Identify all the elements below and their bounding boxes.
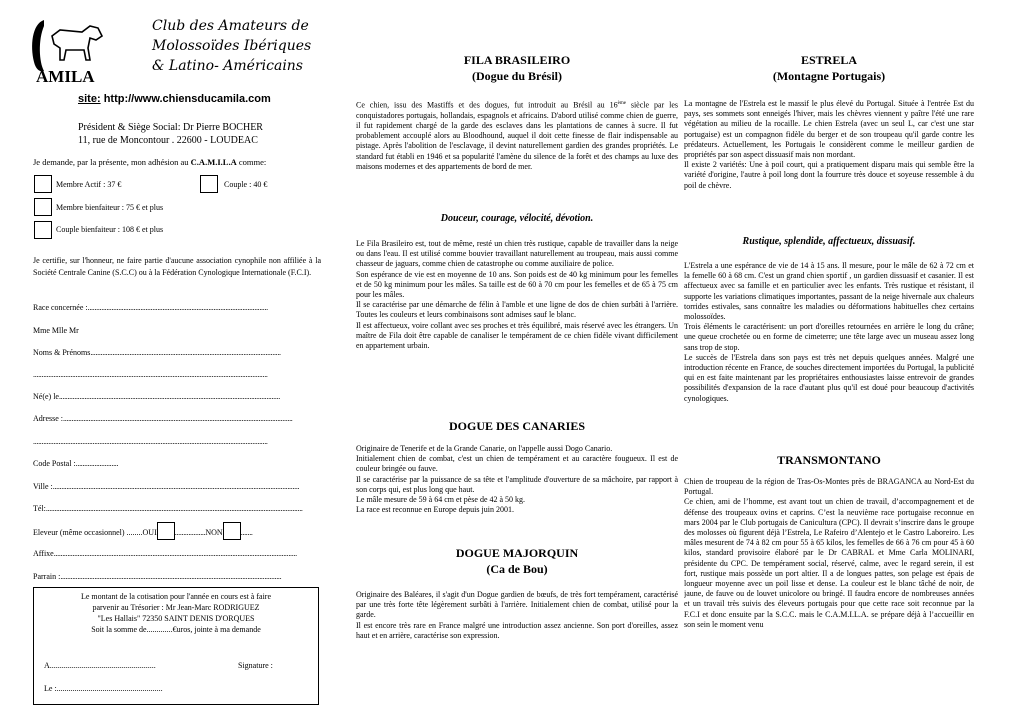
- breeder-non-checkbox[interactable]: [223, 522, 241, 540]
- canaries-paragraph-1: Originaire de Tenerife et de la Grande Canarie, on l'appelle aussi Dogo Canario.: [356, 444, 613, 453]
- majorquin-title: DOGUE MAJORQUIN: [455, 546, 579, 560]
- canaries-title: DOGUE DES CANARIES: [448, 419, 586, 433]
- estrela-paragraph-2: Il existe 2 variétés: Une à poil court, qui a pratiquement disparu mais qui semble être la variété d'origine, l'autre à poil long dont la fourrure très douce et soyeuse ressemble à du poil de chèvre.: [684, 160, 974, 190]
- couple-bienfaiteur-label: Couple bienfaiteur : 108 € et plus: [56, 225, 164, 234]
- svg-text:AMILA: AMILA: [36, 67, 95, 86]
- dog-logo-icon: [30, 16, 110, 86]
- transmontano-paragraph-1: Chien de troupeau de la région de Tras-Os-Montes près de BRAGANCA au Nord-Est du Portugal.: [684, 477, 974, 497]
- couple-label: Couple : 40 €: [224, 180, 268, 189]
- estrela-motto: Rustique, splendide, affectueux, dissuasif.: [742, 236, 916, 247]
- president-info: [78, 121, 263, 147]
- postal-code-field[interactable]: Code Postal :.........................: [33, 459, 119, 468]
- affixe-field[interactable]: Affixe...............................................................................................................................................: [33, 549, 297, 558]
- parrain-label: Parrain :: [33, 572, 61, 581]
- fila-p1-sup: ème: [617, 101, 626, 106]
- transmontano-title: TRANSMONTANO: [777, 453, 881, 467]
- fila-subtitle: (Dogue du Brésil): [472, 69, 562, 83]
- date-field[interactable]: Le :.....................................................: [44, 684, 163, 693]
- fila-paragraph-2: Le Fila Brasileiro est, tout de même, resté un chien très rustique, capable de travailler dans la neige ou dans l'eau. Il est utilisé comme bouvier travaillant naturellement au troupeau, mais aussi comme chasseur de jaguars, comme chien de catastrophe ou comme auxiliaire de police.: [356, 239, 678, 269]
- membership-request: [33, 157, 266, 167]
- cotis-line-3: "Les Hallais" 72350 SAINT DENIS D'ORQUES: [97, 614, 255, 623]
- transmontano-body: [684, 477, 974, 630]
- demande-suffix: comme:: [238, 157, 267, 167]
- estrela-title: ESTRELA: [800, 53, 858, 67]
- fila-section: [356, 52, 678, 84]
- city-field[interactable]: Ville :.................................................................................................................................................: [33, 482, 300, 491]
- eleveur-label: Eleveur (même occasionnel) ........OUI: [33, 528, 157, 537]
- fila-title: FILA BRASILEIRO: [463, 53, 571, 67]
- cotis-line-1: Le montant de la cotisation pour l'année en cours est à faire: [80, 592, 272, 601]
- fila-paragraph-4: Il se caractérise par une démarche de félin à l'amble et une ligne de dos de chien surbâti à l'arrière. Toutes les couleurs et leurs combinaisons sont admises sauf le blanc.: [356, 300, 678, 320]
- parrain-field[interactable]: Parrain :..................................................................................................................................: [33, 572, 282, 581]
- estrela-subtitle: (Montagne Portugais): [772, 69, 886, 83]
- couple-bienfaiteur-checkbox[interactable]: [34, 221, 52, 239]
- club-logo: [30, 16, 110, 86]
- cotisation-text: [34, 588, 318, 635]
- majorquin-paragraph-1: Originaire des Baléares, il s'agit d'un Dogue gardien de bœufs, de très fort tempérament, caractérisé par une très forte tête légèrement surbâti à l'arrière. Initialement chien de combat, utilisé pour la garde.: [356, 590, 678, 620]
- estrela-section: [684, 52, 974, 84]
- fila-paragraph-3: Son espérance de vie est en moyenne de 10 ans. Son poids est de 40 kg minimum pour les femelles et de 50 kg minimum pour les mâles. Sa taille est de 60 à 70 cm pour les femelles et de 65 à 75 cm pour les mâles.: [356, 269, 678, 300]
- affixe-label: Affixe: [33, 549, 54, 558]
- cotis-line-2: parvenir au Trésorier : Mr Jean-Marc RODRIGUEZ: [92, 603, 260, 612]
- estrela-paragraph-5: Le succès de l'Estrela dans son pays est très net depuis quelques années. Malgré une introduction récente en France, de souches directement importées du Portugal, la publicité qui en est faite maintenant par les propriétaires enthousiastes laisse entrevoir de grandes possibilités d'expansion de la race d'autant plus qu'il est doué pour beaucoup d'activités cynologiques.: [684, 352, 974, 403]
- address-line: 11, rue de Moncontour . 22600 - LOUDEAC: [78, 135, 258, 146]
- canaries-paragraph-2: Initialement chien de combat, c'est un chien de tempérament et au caractère fougueux. Il est de couleur bringée ou fauve.: [356, 454, 678, 474]
- president-line: Président & Siège Social: Dr Pierre BOCHER: [78, 122, 263, 133]
- fila-p1a: Ce chien, issu des Mastiffs et des dogues, fut introduit au Brésil au 16: [356, 100, 618, 110]
- race-field[interactable]: Race concernée :..........................................................................................................: [33, 303, 268, 312]
- majorquin-body: [356, 590, 678, 641]
- membre-bienfaiteur-checkbox[interactable]: [34, 198, 52, 216]
- signature-field[interactable]: Signature :: [238, 661, 273, 670]
- majorquin-subtitle: (Ca de Bou): [486, 562, 548, 576]
- civilite-field[interactable]: Mme Mlle Mr: [33, 326, 79, 335]
- membre-actif-label: Membre Actif : 37 €: [56, 180, 122, 189]
- site-url-link[interactable]: http://www.chiensducamila.com: [103, 93, 271, 105]
- estrela-paragraph-4: Trois éléments le caractérisent: un port d'oreilles retournées en arrière le long du crâne; une queue crochetée ou en forme de cimeterre; une tête large avec un museau assez long sans trop de stop.: [684, 322, 974, 352]
- phone-field[interactable]: Tél:.......................................................................................................................................................: [33, 504, 303, 513]
- birthdate-field[interactable]: Né(e) le..................................................................................................................................: [33, 392, 280, 401]
- code-postal-label: Code Postal :: [33, 459, 76, 468]
- estrela-paragraph-3: L'Estrela a une espérance de vie de 14 à 15 ans. Il mesure, pour le mâle de 62 à 72 cm et la femelle 60 à 68 cm. C'est un grand chien sportif , un gardien dissuasif et casanier. Il est affectueux avec sa famille et en particulier avec les enfants. Très rustique et résistant, il supporte les variations climatiques importantes, passant de la neige hivernale aux chaleurs torrides estivales, sans connaître les maladies ou déformations habituelles chez certains molossoïdes.: [684, 261, 974, 322]
- tel-label: Tél:: [33, 504, 46, 513]
- adresse-label: Adresse :: [33, 414, 63, 423]
- website: [78, 93, 271, 105]
- lieu-field[interactable]: A.....................................................: [44, 661, 156, 670]
- ville-label: Ville :: [33, 482, 53, 491]
- column-right: [684, 0, 974, 724]
- membre-actif-checkbox[interactable]: [34, 175, 52, 193]
- estrela-intro: [684, 99, 974, 191]
- club-name-line-2: Molossoïdes Ibériques: [152, 38, 312, 54]
- canaries-paragraph-3: Il se caractérise par la puissance de sa tête et l'amplitude d'ouverture de sa mâchoire, par rapport à son corps qui, est plus long que haut.: [356, 474, 678, 494]
- race-label: Race concernée :: [33, 303, 88, 312]
- noms-field-line-2[interactable]: ..........................................................................................................................................: [33, 370, 268, 379]
- estrela-paragraph-1: La montagne de l'Estrela est le massif le plus élevé du Portugal. Située à l'entrée Est du pays, ses sommets sont enneigés l'hiver, mais les chèvres viennent y paître l'été une rare végétation au milieu de la rocaille. Le chien Estrela (avec un seul L, car c'est une star portugaise) est un compagnon fidèle du berger et de son troupeau qu'il garde contre les prédateurs. Actuellement, les Portugais le considèrent comme le meilleur gardien de propriétés par son aspect dissuasif mais non mordant.: [684, 99, 974, 160]
- cotis-line-4: Soit la somme de.............€uros, jointe à ma demande: [91, 625, 261, 634]
- non-label: NON: [205, 528, 223, 537]
- canaries-body: [356, 444, 678, 515]
- demande-club: C.A.M.I.L.A: [190, 157, 237, 167]
- membre-bienfaiteur-label: Membre bienfaiteur : 75 € et plus: [56, 203, 164, 212]
- fila-motto: Douceur, courage, vélocité, dévotion.: [440, 213, 594, 224]
- canaries-paragraph-4: Le mâle mesure de 59 à 64 cm et pèse de 42 à 50 kg.: [356, 495, 526, 505]
- site-label: site:: [78, 93, 101, 105]
- cotisation-box: [33, 587, 319, 705]
- fila-paragraph-5: Il est affectueux, voire collant avec ses proches et très équilibré, mais réservé avec les étrangers. Un maître de Fila doit être capable de canaliser le tempérament de ce chien fidèle vivant difficilement en appartement urbain.: [356, 320, 678, 351]
- membership-form: [0, 0, 330, 724]
- transmontano-paragraph-2: Ce chien, ami de l’homme, est avant tout un chien de travail, d’accompagnement et de défense des troupeaux ovins et caprins. C’est la neuvième race portugaise reconnue en mars 2004 par le Club portugais de Canicultura (CPC). Il devrait s’inscrire dans le groupe des molosses où figurent déjà l’Estrela, Le Rafeiro d’Alentejo et le Castro Laboreiro. Les mâles mesurent de 74 à 82 cm pour 55 à 65 kilos, les femelles de 66 à 76 cm pour 45 à 60 kilos, standard provisoire élaboré par le Dr CABRAL et Mme Carla MOLINARI, présidente du CPC. De tempérament social, réservé, calme, avec le regard serein, il est fort, rustique mais possède un port altier. Il a de longues pattes, son pelage est épais de longueur moyenne avec un poil lisse et dense. La couleur est le blanc tâché de noir, de jaune, de fauve ou de louvet unicolore ou bringé. Il faudra encore de nombreuses années et un travail très suivis des éleveurs portugais pour que cette race soit reconnue par la F.C.I et donc ensuite par la S.C.C. mais le C.A.M.I.L.A. se prépare déjà à l’accueillir en son sein le moment venu: [684, 497, 974, 629]
- majorquin-paragraph-2: Il est encore très rare en France malgré une introduction assez ancienne. Son port d'oreilles, assez haut et en arrière, caractérise son expression.: [356, 620, 678, 640]
- canaries-paragraph-5: La race est reconnue en Europe depuis juin 2001.: [356, 505, 514, 515]
- certification-text: Je certifie, sur l'honneur, ne faire partie d'aucune association cynophile non affiliée à la Société Centrale Canine (S.C.C) ou à la Fédération Cynologique Internationale (F.C.I).: [33, 256, 321, 277]
- noms-field[interactable]: Noms & Prénoms................................................................................................................: [33, 348, 281, 357]
- club-name-line-1: Club des Amateurs de: [152, 18, 309, 34]
- couple-checkbox[interactable]: [200, 175, 218, 193]
- column-middle: [356, 0, 678, 724]
- breeder-field: Eleveur (même occasionnel) ........OUI ..................NON .......: [33, 522, 321, 540]
- demande-prefix: Je demande, par la présente, mon adhésion au: [33, 157, 189, 167]
- fila-p1b: siècle par les conquistadores portugais, hollandais, espagnols et africains. D'abord utilisé comme chien de guerre, il fut rapidement chargé de la garde des esclaves dans les plantations de cannes à sucre. Il fut probablement accouplé alors au Bloodhound, auquel il doit cette finesse de flair indispensable au pistage. Après l'abolition de l'esclavage, il devint naturellement gardien des grandes propriétés. Le standard fut établi en 1946 et sa popularité l'amène du silence de la forêt et des champs au luxe des maisons modernes et des appartements de bord de mer.: [356, 100, 678, 171]
- breeder-oui-checkbox[interactable]: [157, 522, 175, 540]
- noms-label: Noms & Prénoms: [33, 348, 91, 357]
- address-field[interactable]: Adresse :.......................................................................................................................................: [33, 414, 293, 423]
- club-name-line-3: & Latino- Américains: [152, 58, 303, 74]
- fila-body: [356, 239, 678, 351]
- address-field-line-2[interactable]: ..........................................................................................................................................: [33, 437, 268, 446]
- club-name: [152, 16, 311, 76]
- fila-paragraph-1: [356, 99, 678, 172]
- nele-label: Né(e) le: [33, 392, 59, 401]
- estrela-body: [684, 261, 974, 404]
- majorquin-section: [356, 545, 678, 577]
